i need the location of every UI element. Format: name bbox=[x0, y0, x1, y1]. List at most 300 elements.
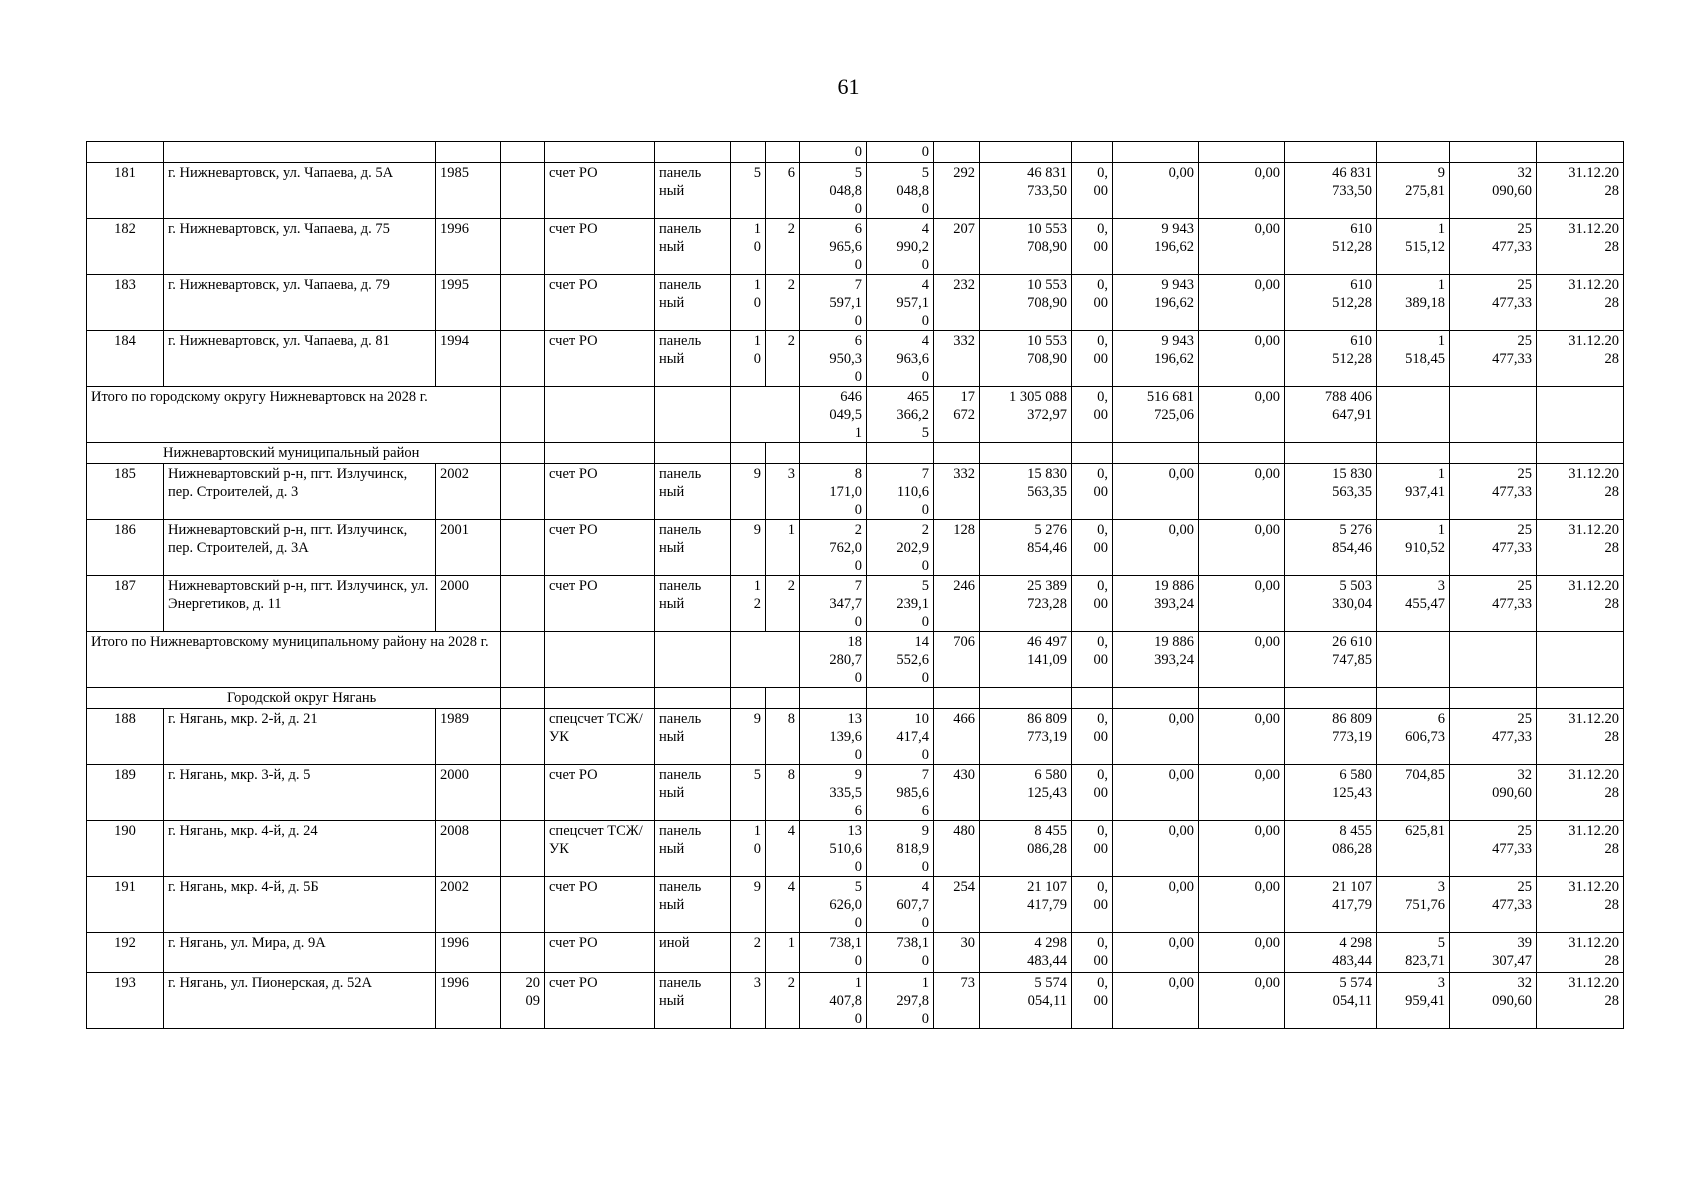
cell-cost-total: 6 580 125,43 bbox=[980, 765, 1072, 821]
cell-year-built: 2000 bbox=[436, 765, 501, 821]
cell-area-total: 7 347,7 0 bbox=[800, 576, 867, 632]
cell-residents: 73 bbox=[934, 973, 980, 1029]
cell-account bbox=[545, 142, 655, 163]
cell-account: счет РО bbox=[545, 163, 655, 219]
cell-empty bbox=[1377, 387, 1450, 443]
cell-empty bbox=[1113, 443, 1199, 464]
cell-empty bbox=[1199, 688, 1285, 709]
cell-material: иной bbox=[655, 933, 731, 973]
cell-no: 192 bbox=[87, 933, 164, 973]
cell-residents: 466 bbox=[934, 709, 980, 765]
cell-year-built: 1995 bbox=[436, 275, 501, 331]
cell-fund-region: 516 681 725,06 bbox=[1113, 387, 1199, 443]
table-row bbox=[87, 219, 1624, 275]
cell-no: 187 bbox=[87, 576, 164, 632]
table-row bbox=[87, 821, 1624, 877]
cell-fund-fed: 0, 00 bbox=[1072, 973, 1113, 1029]
table-body bbox=[87, 142, 1624, 1029]
cell-area-living: 2 202,9 0 bbox=[867, 520, 934, 576]
cell-area-total: 8 171,0 0 bbox=[800, 464, 867, 520]
cell-empty bbox=[1450, 387, 1537, 443]
cell-address: г. Нягань, мкр. 2-й, д. 21 bbox=[164, 709, 436, 765]
cell-empty bbox=[1537, 387, 1624, 443]
cell-year-built: 1985 bbox=[436, 163, 501, 219]
cell-address: г. Нягань, ул. Мира, д. 9А bbox=[164, 933, 436, 973]
cell-residents: 706 bbox=[934, 632, 980, 688]
cell-residents: 332 bbox=[934, 464, 980, 520]
cell-empty bbox=[1537, 688, 1624, 709]
cell-empty bbox=[545, 443, 655, 464]
cell-fund-owners: 610 512,28 bbox=[1285, 219, 1377, 275]
cell-area-total: 6 965,6 0 bbox=[800, 219, 867, 275]
housing-repair-table bbox=[86, 141, 1624, 1029]
cell-fund-region: 0,00 bbox=[1113, 163, 1199, 219]
cell-address bbox=[164, 142, 436, 163]
cell-unit-cost: 3 751,76 bbox=[1377, 877, 1450, 933]
cell-empty bbox=[731, 387, 800, 443]
subtotal-row bbox=[87, 387, 1624, 443]
cell-fund-local: 0,00 bbox=[1199, 464, 1285, 520]
cell-entrances: 2 bbox=[766, 973, 800, 1029]
table-row bbox=[87, 709, 1624, 765]
cell-year-repair bbox=[501, 709, 545, 765]
cell-material: панель ный bbox=[655, 973, 731, 1029]
cell-fund-fed: 0, 00 bbox=[1072, 765, 1113, 821]
table-row bbox=[87, 275, 1624, 331]
cell-fund-owners: 6 580 125,43 bbox=[1285, 765, 1377, 821]
cell-year-built: 2002 bbox=[436, 464, 501, 520]
cell-material: панель ный bbox=[655, 275, 731, 331]
cell-address: г. Нижневартовск, ул. Чапаева, д. 75 bbox=[164, 219, 436, 275]
cell-material: панель ный bbox=[655, 765, 731, 821]
cell-year-built: 2001 bbox=[436, 520, 501, 576]
cell-fund-owners: 610 512,28 bbox=[1285, 331, 1377, 387]
cell-area-total: 7 597,1 0 bbox=[800, 275, 867, 331]
cell-cost-total: 15 830 563,35 bbox=[980, 464, 1072, 520]
cell-empty bbox=[1537, 443, 1624, 464]
cell-unit-cost: 3 455,47 bbox=[1377, 576, 1450, 632]
cell-cost-total: 1 305 088 372,97 bbox=[980, 387, 1072, 443]
cell-empty bbox=[1450, 688, 1537, 709]
cell-fund-fed: 0, 00 bbox=[1072, 275, 1113, 331]
cell-fund-fed: 0, 00 bbox=[1072, 933, 1113, 973]
cell-deadline: 31.12.20 28 bbox=[1537, 877, 1624, 933]
cell-fund-owners: 86 809 773,19 bbox=[1285, 709, 1377, 765]
cell-area-living: 0 bbox=[867, 142, 934, 163]
cell-residents: 17 672 bbox=[934, 387, 980, 443]
cell-fund-local: 0,00 bbox=[1199, 219, 1285, 275]
cell-floors: 1 2 bbox=[731, 576, 766, 632]
cell-area-living: 14 552,6 0 bbox=[867, 632, 934, 688]
cell-account: счет РО bbox=[545, 576, 655, 632]
cell-year-built: 1996 bbox=[436, 933, 501, 973]
cell-fund-owners: 610 512,28 bbox=[1285, 275, 1377, 331]
cell-deadline bbox=[1537, 142, 1624, 163]
cell-cost-total: 5 574 054,11 bbox=[980, 973, 1072, 1029]
table-row bbox=[87, 163, 1624, 219]
cell-year-built: 1996 bbox=[436, 219, 501, 275]
cell-year-repair bbox=[501, 219, 545, 275]
cell-no: 183 bbox=[87, 275, 164, 331]
cell-fund-owners bbox=[1285, 142, 1377, 163]
cell-year-built bbox=[436, 142, 501, 163]
cell-address: г. Нягань, ул. Пионерская, д. 52А bbox=[164, 973, 436, 1029]
cell-unit-max: 25 477,33 bbox=[1450, 464, 1537, 520]
cell-empty bbox=[501, 443, 545, 464]
cell-floors: 9 bbox=[731, 464, 766, 520]
cell-fund-region: 0,00 bbox=[1113, 973, 1199, 1029]
cell-floors bbox=[731, 142, 766, 163]
cell-fund-region: 0,00 bbox=[1113, 709, 1199, 765]
cell-empty bbox=[1285, 688, 1377, 709]
cell-fund-owners: 26 610 747,85 bbox=[1285, 632, 1377, 688]
cell-year-repair bbox=[501, 331, 545, 387]
cell-unit-max: 32 090,60 bbox=[1450, 765, 1537, 821]
cell-empty bbox=[655, 632, 731, 688]
cell-cost-total bbox=[980, 142, 1072, 163]
cell-material: панель ный bbox=[655, 163, 731, 219]
cell-material: панель ный bbox=[655, 576, 731, 632]
cell-account: счет РО bbox=[545, 219, 655, 275]
cell-no: 184 bbox=[87, 331, 164, 387]
table-row bbox=[87, 933, 1624, 973]
cell-year-built: 2002 bbox=[436, 877, 501, 933]
cell-area-total: 646 049,5 1 bbox=[800, 387, 867, 443]
cell-empty bbox=[545, 387, 655, 443]
cell-area-total: 5 626,0 0 bbox=[800, 877, 867, 933]
cell-empty bbox=[1072, 688, 1113, 709]
cell-area-total: 6 950,3 0 bbox=[800, 331, 867, 387]
cell-unit-max: 25 477,33 bbox=[1450, 576, 1537, 632]
cell-area-total: 9 335,5 6 bbox=[800, 765, 867, 821]
cell-deadline: 31.12.20 28 bbox=[1537, 933, 1624, 973]
cell-fund-owners: 15 830 563,35 bbox=[1285, 464, 1377, 520]
cell-fund-local: 0,00 bbox=[1199, 632, 1285, 688]
cell-fund-owners: 5 503 330,04 bbox=[1285, 576, 1377, 632]
cell-fund-owners: 46 831 733,50 bbox=[1285, 163, 1377, 219]
cell-address: г. Нижневартовск, ул. Чапаева, д. 79 bbox=[164, 275, 436, 331]
cell-fund-owners: 788 406 647,91 bbox=[1285, 387, 1377, 443]
cell-unit-max: 25 477,33 bbox=[1450, 520, 1537, 576]
cell-account: счет РО bbox=[545, 331, 655, 387]
cell-cost-total: 25 389 723,28 bbox=[980, 576, 1072, 632]
table-row bbox=[87, 464, 1624, 520]
cell-fund-fed: 0, 00 bbox=[1072, 576, 1113, 632]
cell-cost-total: 10 553 708,90 bbox=[980, 331, 1072, 387]
cell-empty bbox=[980, 688, 1072, 709]
cell-account: счет РО bbox=[545, 973, 655, 1029]
cell-year-built: 2000 bbox=[436, 576, 501, 632]
cell-cost-total: 5 276 854,46 bbox=[980, 520, 1072, 576]
cell-deadline: 31.12.20 28 bbox=[1537, 331, 1624, 387]
cell-fund-region: 0,00 bbox=[1113, 821, 1199, 877]
cell-entrances: 8 bbox=[766, 765, 800, 821]
cell-account: спецсчет ТСЖ/УК bbox=[545, 821, 655, 877]
cell-fund-region: 9 943 196,62 bbox=[1113, 275, 1199, 331]
cell-empty bbox=[800, 688, 867, 709]
cell-year-repair bbox=[501, 765, 545, 821]
cell-fund-region: 0,00 bbox=[1113, 877, 1199, 933]
cell-unit-cost: 5 823,71 bbox=[1377, 933, 1450, 973]
cell-entrances: 4 bbox=[766, 821, 800, 877]
cell-fund-fed: 0, 00 bbox=[1072, 632, 1113, 688]
cell-empty bbox=[980, 443, 1072, 464]
cell-floors: 5 bbox=[731, 163, 766, 219]
cell-year-repair bbox=[501, 163, 545, 219]
cell-deadline: 31.12.20 28 bbox=[1537, 163, 1624, 219]
cell-fund-fed: 0, 00 bbox=[1072, 331, 1113, 387]
cell-empty bbox=[501, 688, 545, 709]
cell-unit-cost: 704,85 bbox=[1377, 765, 1450, 821]
cell-fund-region: 19 886 393,24 bbox=[1113, 576, 1199, 632]
cell-unit-cost bbox=[1377, 142, 1450, 163]
cell-fund-owners: 5 574 054,11 bbox=[1285, 973, 1377, 1029]
cell-address: г. Нягань, мкр. 4-й, д. 24 bbox=[164, 821, 436, 877]
cell-fund-region bbox=[1113, 142, 1199, 163]
cell-fund-fed: 0, 00 bbox=[1072, 387, 1113, 443]
cell-empty bbox=[1450, 632, 1537, 688]
cell-area-living: 7 985,6 6 bbox=[867, 765, 934, 821]
cell-account: счет РО bbox=[545, 933, 655, 973]
cell-fund-owners: 21 107 417,79 bbox=[1285, 877, 1377, 933]
cell-unit-max: 25 477,33 bbox=[1450, 877, 1537, 933]
cell-cost-total: 10 553 708,90 bbox=[980, 275, 1072, 331]
cell-residents: 246 bbox=[934, 576, 980, 632]
cell-empty bbox=[655, 443, 731, 464]
cell-floors: 1 0 bbox=[731, 331, 766, 387]
cell-floors: 1 0 bbox=[731, 821, 766, 877]
cell-fund-fed bbox=[1072, 142, 1113, 163]
cell-unit-max: 25 477,33 bbox=[1450, 219, 1537, 275]
page-number: 61 bbox=[837, 74, 860, 99]
cell-material: панель ный bbox=[655, 219, 731, 275]
cell-fund-local: 0,00 bbox=[1199, 933, 1285, 973]
cell-empty bbox=[1285, 443, 1377, 464]
cell-deadline: 31.12.20 28 bbox=[1537, 973, 1624, 1029]
cell-year-repair bbox=[501, 464, 545, 520]
cell-empty bbox=[934, 688, 980, 709]
cell-entrances: 2 bbox=[766, 219, 800, 275]
cell-empty bbox=[501, 387, 545, 443]
cell-fund-owners: 4 298 483,44 bbox=[1285, 933, 1377, 973]
cell-fund-local: 0,00 bbox=[1199, 765, 1285, 821]
cell-unit-max: 25 477,33 bbox=[1450, 275, 1537, 331]
cell-area-total: 1 407,8 0 bbox=[800, 973, 867, 1029]
cell-address: Нижневартовский р-н, пгт. Излучинск, пер. Строителей, д. 3А bbox=[164, 520, 436, 576]
cell-fund-fed: 0, 00 bbox=[1072, 219, 1113, 275]
cell-empty bbox=[731, 688, 766, 709]
cell-year-built: 1989 bbox=[436, 709, 501, 765]
cell-no: 181 bbox=[87, 163, 164, 219]
table-row bbox=[87, 331, 1624, 387]
cell-empty bbox=[501, 632, 545, 688]
cell-deadline: 31.12.20 28 bbox=[1537, 219, 1624, 275]
cell-area-living: 1 297,8 0 bbox=[867, 973, 934, 1029]
cell-deadline: 31.12.20 28 bbox=[1537, 709, 1624, 765]
cell-cost-total: 86 809 773,19 bbox=[980, 709, 1072, 765]
cell-unit-cost: 1 389,18 bbox=[1377, 275, 1450, 331]
cell-residents: 128 bbox=[934, 520, 980, 576]
cell-no bbox=[87, 142, 164, 163]
cell-year-built: 2008 bbox=[436, 821, 501, 877]
cell-account: счет РО bbox=[545, 520, 655, 576]
cell-area-living: 5 239,1 0 bbox=[867, 576, 934, 632]
cell-unit-max: 32 090,60 bbox=[1450, 973, 1537, 1029]
table-row bbox=[87, 576, 1624, 632]
continuation-row bbox=[87, 142, 1624, 163]
region-header-row bbox=[87, 688, 1624, 709]
cell-area-living: 5 048,8 0 bbox=[867, 163, 934, 219]
cell-address: г. Нижневартовск, ул. Чапаева, д. 81 bbox=[164, 331, 436, 387]
cell-fund-local: 0,00 bbox=[1199, 387, 1285, 443]
cell-area-living: 10 417,4 0 bbox=[867, 709, 934, 765]
cell-no: 186 bbox=[87, 520, 164, 576]
cell-floors: 9 bbox=[731, 520, 766, 576]
cell-empty bbox=[766, 688, 800, 709]
cell-empty bbox=[545, 688, 655, 709]
cell-year-repair bbox=[501, 933, 545, 973]
table-row bbox=[87, 765, 1624, 821]
cell-cost-total: 46 831 733,50 bbox=[980, 163, 1072, 219]
cell-empty bbox=[934, 443, 980, 464]
cell-residents: 430 bbox=[934, 765, 980, 821]
cell-year-repair bbox=[501, 877, 545, 933]
cell-year-repair bbox=[501, 275, 545, 331]
cell-deadline: 31.12.20 28 bbox=[1537, 576, 1624, 632]
cell-year-repair bbox=[501, 142, 545, 163]
cell-fund-local: 0,00 bbox=[1199, 973, 1285, 1029]
cell-account: счет РО bbox=[545, 765, 655, 821]
cell-address: г. Нягань, мкр. 3-й, д. 5 bbox=[164, 765, 436, 821]
cell-empty bbox=[545, 632, 655, 688]
cell-fund-local: 0,00 bbox=[1199, 275, 1285, 331]
cell-unit-cost: 1 515,12 bbox=[1377, 219, 1450, 275]
subtotal-label: Итого по Нижневартовскому муниципальному району на 2028 г. bbox=[87, 632, 501, 688]
region-header-row bbox=[87, 443, 1624, 464]
cell-floors: 2 bbox=[731, 933, 766, 973]
cell-cost-total: 21 107 417,79 bbox=[980, 877, 1072, 933]
cell-empty bbox=[1377, 443, 1450, 464]
cell-residents: 207 bbox=[934, 219, 980, 275]
cell-entrances: 1 bbox=[766, 933, 800, 973]
cell-area-total: 18 280,7 0 bbox=[800, 632, 867, 688]
cell-empty bbox=[867, 688, 934, 709]
table-row bbox=[87, 973, 1624, 1029]
cell-material: панель ный bbox=[655, 877, 731, 933]
cell-fund-owners: 5 276 854,46 bbox=[1285, 520, 1377, 576]
cell-unit-max: 39 307,47 bbox=[1450, 933, 1537, 973]
cell-area-living: 9 818,9 0 bbox=[867, 821, 934, 877]
cell-empty bbox=[731, 632, 800, 688]
table-row bbox=[87, 877, 1624, 933]
cell-fund-fed: 0, 00 bbox=[1072, 821, 1113, 877]
cell-empty bbox=[1113, 688, 1199, 709]
cell-material: панель ный bbox=[655, 464, 731, 520]
cell-entrances: 2 bbox=[766, 331, 800, 387]
cell-deadline: 31.12.20 28 bbox=[1537, 520, 1624, 576]
cell-fund-local bbox=[1199, 142, 1285, 163]
cell-residents: 480 bbox=[934, 821, 980, 877]
cell-fund-local: 0,00 bbox=[1199, 877, 1285, 933]
region-label: Городской округ Нягань bbox=[87, 688, 501, 709]
cell-empty bbox=[867, 443, 934, 464]
cell-area-living: 465 366,2 5 bbox=[867, 387, 934, 443]
cell-fund-local: 0,00 bbox=[1199, 331, 1285, 387]
cell-year-built: 1996 bbox=[436, 973, 501, 1029]
cell-year-repair bbox=[501, 576, 545, 632]
cell-area-living: 4 963,6 0 bbox=[867, 331, 934, 387]
cell-area-living: 738,1 0 bbox=[867, 933, 934, 973]
cell-floors: 9 bbox=[731, 709, 766, 765]
cell-residents: 30 bbox=[934, 933, 980, 973]
cell-fund-fed: 0, 00 bbox=[1072, 464, 1113, 520]
cell-no: 188 bbox=[87, 709, 164, 765]
cell-unit-max: 32 090,60 bbox=[1450, 163, 1537, 219]
cell-floors: 9 bbox=[731, 877, 766, 933]
cell-fund-fed: 0, 00 bbox=[1072, 163, 1113, 219]
cell-floors: 5 bbox=[731, 765, 766, 821]
subtotal-label: Итого по городскому округу Нижневартовск на 2028 г. bbox=[87, 387, 501, 443]
cell-year-built: 1994 bbox=[436, 331, 501, 387]
cell-fund-region: 0,00 bbox=[1113, 765, 1199, 821]
cell-material: панель ный bbox=[655, 331, 731, 387]
cell-fund-fed: 0, 00 bbox=[1072, 877, 1113, 933]
cell-empty bbox=[1450, 443, 1537, 464]
cell-no: 191 bbox=[87, 877, 164, 933]
cell-fund-region: 0,00 bbox=[1113, 520, 1199, 576]
cell-empty bbox=[1072, 443, 1113, 464]
cell-fund-region: 9 943 196,62 bbox=[1113, 331, 1199, 387]
cell-area-living: 4 957,1 0 bbox=[867, 275, 934, 331]
cell-entrances: 8 bbox=[766, 709, 800, 765]
cell-unit-max bbox=[1450, 142, 1537, 163]
cell-unit-cost: 1 518,45 bbox=[1377, 331, 1450, 387]
cell-empty bbox=[655, 387, 731, 443]
cell-no: 190 bbox=[87, 821, 164, 877]
cell-material: панель ный bbox=[655, 709, 731, 765]
cell-area-total: 13 139,6 0 bbox=[800, 709, 867, 765]
cell-unit-cost: 625,81 bbox=[1377, 821, 1450, 877]
cell-floors: 1 0 bbox=[731, 219, 766, 275]
cell-address: Нижневартовский р-н, пгт. Излучинск, ул. Энергетиков, д. 11 bbox=[164, 576, 436, 632]
cell-fund-local: 0,00 bbox=[1199, 709, 1285, 765]
cell-entrances: 2 bbox=[766, 576, 800, 632]
cell-no: 193 bbox=[87, 973, 164, 1029]
cell-area-total: 2 762,0 0 bbox=[800, 520, 867, 576]
cell-deadline: 31.12.20 28 bbox=[1537, 275, 1624, 331]
cell-fund-local: 0,00 bbox=[1199, 520, 1285, 576]
cell-empty bbox=[731, 443, 766, 464]
cell-empty bbox=[1537, 632, 1624, 688]
cell-empty bbox=[800, 443, 867, 464]
cell-area-living: 4 990,2 0 bbox=[867, 219, 934, 275]
cell-material bbox=[655, 142, 731, 163]
cell-unit-max: 25 477,33 bbox=[1450, 821, 1537, 877]
cell-fund-fed: 0, 00 bbox=[1072, 709, 1113, 765]
region-label: Нижневартовский муниципальный район bbox=[87, 443, 501, 464]
cell-area-total: 0 bbox=[800, 142, 867, 163]
cell-empty bbox=[1377, 632, 1450, 688]
cell-year-repair bbox=[501, 821, 545, 877]
cell-area-total: 13 510,6 0 bbox=[800, 821, 867, 877]
cell-residents: 332 bbox=[934, 331, 980, 387]
cell-fund-region: 0,00 bbox=[1113, 464, 1199, 520]
cell-year-repair bbox=[501, 520, 545, 576]
cell-unit-cost: 1 937,41 bbox=[1377, 464, 1450, 520]
cell-no: 185 bbox=[87, 464, 164, 520]
cell-unit-cost: 3 959,41 bbox=[1377, 973, 1450, 1029]
cell-area-living: 7 110,6 0 bbox=[867, 464, 934, 520]
